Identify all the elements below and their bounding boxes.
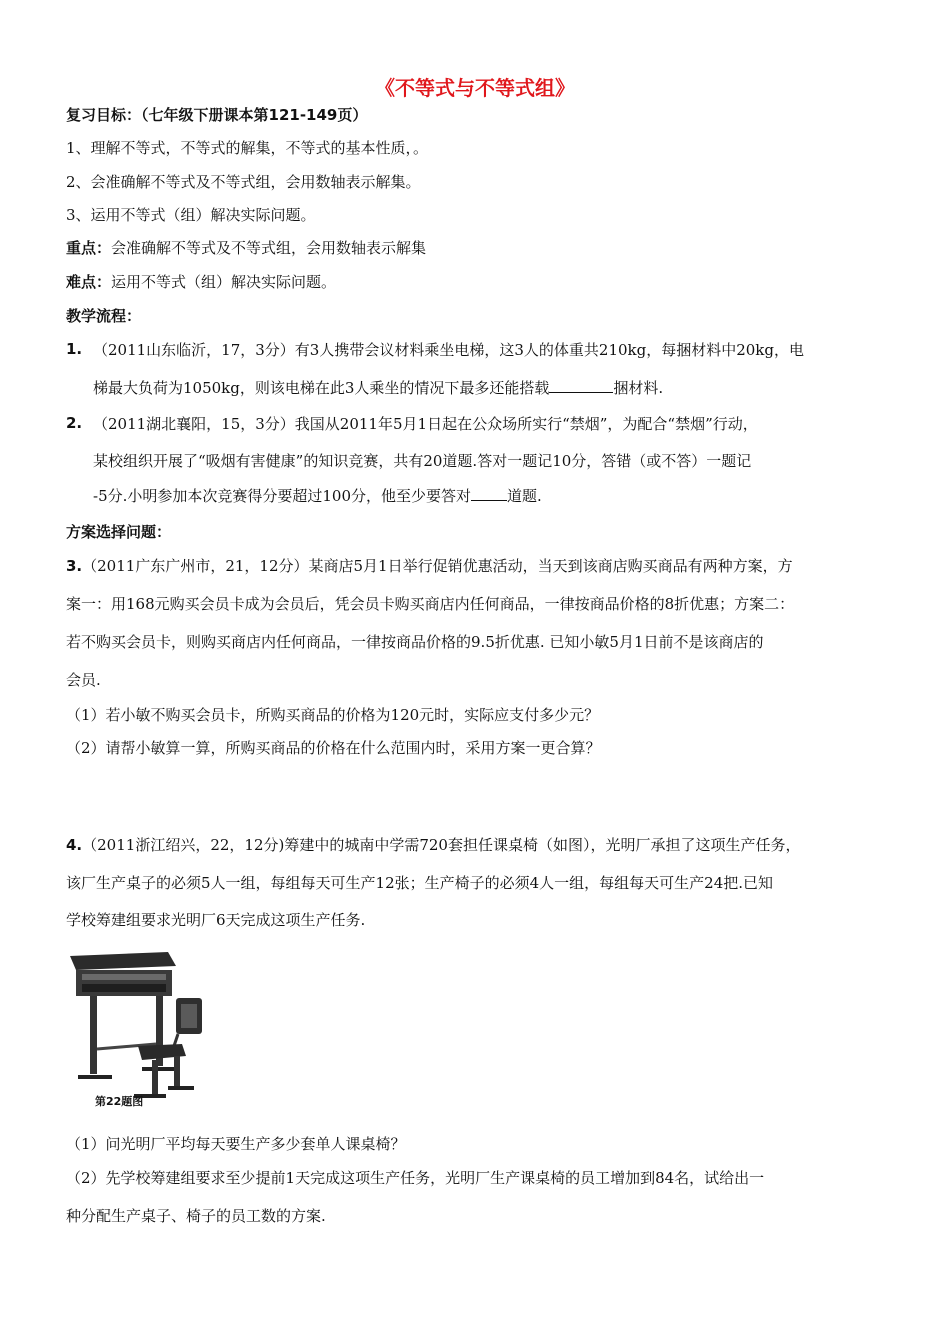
question-3-number: 3. — [66, 557, 83, 575]
goal-item-2: 2、会准确解不等式及不等式组，会用数轴表示解集。 — [66, 173, 421, 191]
question-4-line-3: 学校筹建组要求光明厂6天完成这项生产任务. — [66, 911, 366, 929]
question-1-text-a: 梯最大负荷为1050kg，则该电梯在此3人乘坐的情况下最多还能搭载 — [93, 379, 550, 397]
goals-heading: 复习目标：（七年级下册课本第121-149页） — [66, 106, 368, 124]
question-2-text-b: 道题. — [507, 487, 542, 505]
question-4-number: 4. — [66, 836, 83, 854]
question-2-text-a: -5分.小明参加本次竞赛得分要超过100分，他至少要答对 — [93, 487, 472, 505]
key-point-label: 重点： — [66, 239, 112, 257]
question-3-text-1: （2011广东广州市，21，12分）某商店5月1日举行促销优惠活动，当天到该商店购买商品有两种方案，方 — [82, 557, 793, 575]
goal-item-3: 3、运用不等式（组）解决实际问题。 — [66, 206, 316, 224]
question-4-line-2: 该厂生产桌子的必须5人一组，每组每天可生产12张；生产椅子的必须4人一组，每组每天可生产24把.已知 — [66, 874, 774, 892]
question-3-sub-2: （2）请帮小敏算一算，所购买商品的价格在什么范围内时，采用方案一更合算？ — [66, 739, 601, 757]
question-3-sub-1: （1）若小敏不购买会员卡，所购买商品的价格为120元时，实际应支付多少元？ — [66, 706, 600, 724]
question-4-sub-1: （1）问光明厂平均每天要生产多少套单人课桌椅？ — [66, 1135, 406, 1153]
question-3-line-4: 会员. — [66, 671, 101, 689]
question-2-number: 2. — [66, 414, 83, 432]
question-4-sub-3: 种分配生产桌子、椅子的员工数的方案. — [66, 1207, 326, 1225]
page-title: 《不等式与不等式组》 — [375, 76, 575, 100]
question-3-line-1 — [66, 556, 793, 576]
difficulty-text: 运用不等式（组）解决实际问题。 — [111, 273, 337, 291]
question-2-line-1: （2011湖北襄阳，15，3分）我国从2011年5月1日起在公众场所实行“禁烟”，为配合“禁烟”行动， — [93, 415, 758, 433]
question-1-line-2 — [93, 378, 663, 398]
scheme-heading: 方案选择问题： — [66, 523, 172, 541]
goal-item-1: 1、理解不等式，不等式的解集，不等式的基本性质，。 — [66, 139, 429, 157]
difficulty — [66, 272, 336, 292]
question-1-number: 1. — [66, 340, 83, 358]
process-heading: 教学流程： — [66, 307, 142, 325]
question-4-line-1 — [66, 835, 800, 855]
answer-blank-2[interactable] — [471, 486, 507, 501]
question-3-line-3: 若不购买会员卡，则购买商店内任何商品，一律按商品价格的9.5折优惠. 已知小敏5月1日前不是该商店的 — [66, 633, 764, 651]
question-3-line-2: 案一：用168元购买会员卡成为会员后，凭会员卡购买商店内任何商品，一律按商品价格的8折优惠；方案二： — [66, 595, 795, 613]
question-1-line-1: （2011山东临沂，17，3分）有3人携带会议材料乘坐电梯，这3人的体重共210kg，每捆材料中20kg，电 — [93, 341, 804, 359]
question-2-line-3 — [93, 486, 542, 506]
key-point — [66, 238, 426, 258]
figure-caption: 第22题图 — [95, 1095, 144, 1108]
difficulty-label: 难点： — [66, 273, 112, 291]
question-2-line-2: 某校组织开展了“吸烟有害健康”的知识竞赛，共有20道题.答对一题记10分，答错（或不答）一题记 — [93, 452, 752, 470]
key-point-text: 会准确解不等式及不等式组，会用数轴表示解集 — [111, 239, 427, 257]
answer-blank-1[interactable] — [549, 378, 613, 393]
question-1-text-b: 捆材料. — [613, 379, 664, 397]
desk-chair-illustration — [68, 944, 216, 1114]
question-4-text-1: （2011浙江绍兴，22，12分)筹建中的城南中学需720套担任课桌椅（如图），光明厂承担了这项生产任务， — [82, 836, 801, 854]
question-4-sub-2: （2）先学校筹建组要求至少提前1天完成这项生产任务，光明厂生产课桌椅的员工增加到84名，试给出一 — [66, 1169, 765, 1187]
